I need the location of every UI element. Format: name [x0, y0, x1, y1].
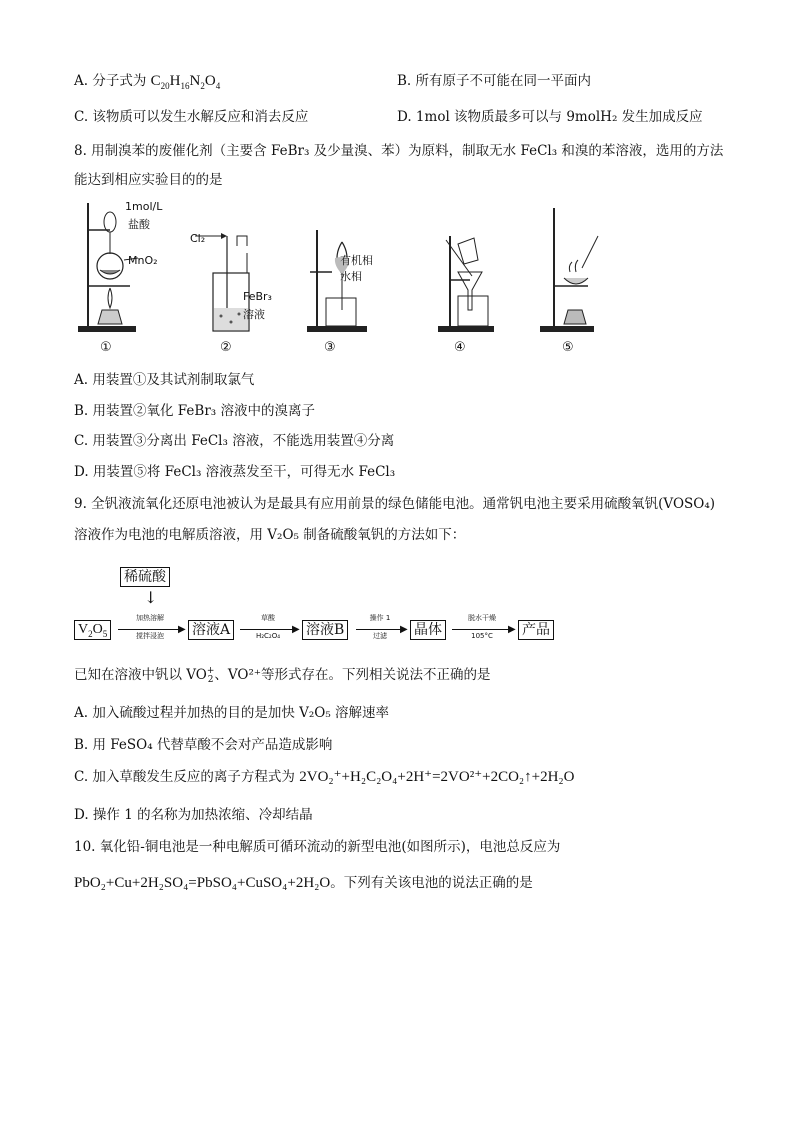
flow-step3-top: 操作 1 — [369, 614, 391, 622]
q8-stem-line1: 8. 用制溴苯的废催化剂（主要含 FeBr₃ 及少量溴、苯）为原料，制取无水 FeCl₃ 和溴的苯溶液，选用的方法 — [74, 143, 724, 159]
apparatus-4-number: ④ — [454, 340, 466, 355]
apparatus-2 — [185, 198, 285, 355]
flow-step2-bottom: H₂C₂O₄ — [255, 632, 281, 640]
apparatus-5-drawing — [532, 198, 612, 338]
q8-stem-line2: 能达到相应实验目的的是 — [74, 172, 223, 188]
flow-arrowhead-1: ▶ — [178, 624, 186, 635]
apparatus-1-label-mno2: MnO₂ — [128, 254, 158, 267]
q9-option-c: C. 加入草酸发生反应的离子方程式为 2VO₂⁺+H₂C₂O₄+2H⁺=2VO²⁺+2CO₂↑+2H₂O — [74, 769, 575, 785]
flow-box-crystal: 晶体 — [410, 620, 446, 640]
q9-option-a: A. 加入硫酸过程并加热的目的是加快 V₂O₅ 溶解速率 — [74, 705, 390, 721]
apparatus-3 — [302, 198, 412, 355]
flow-arrowhead-4: ▶ — [508, 624, 516, 635]
apparatus-4 — [428, 198, 508, 355]
flow-step4-bottom: 105°C — [471, 632, 493, 640]
flow-box-v2o5: $V_2O_5$ — [74, 620, 111, 640]
q7-molecular-formula: $C_{20}H_{16}N_2O_4$ — [150, 73, 221, 91]
apparatus-1 — [70, 198, 180, 355]
q7-option-a: A. 分子式为 $C_{20}H_{16}N_2O_4$ — [74, 73, 221, 91]
flow-arrow-2 — [240, 629, 296, 630]
q8-option-a: A. 用装置①及其试剂制取氯气 — [74, 372, 255, 388]
apparatus-5-number: ⑤ — [562, 340, 574, 355]
q7-option-c: C. 该物质可以发生水解反应和消去反应 — [74, 109, 309, 125]
vo2-ion-notation: + 2 — [206, 665, 215, 685]
flow-step4-top: 脱水干燥 — [468, 614, 496, 622]
q9-ionic-equation: 2VO₂⁺+H₂C₂O₄+2H⁺=2VO²⁺+2CO₂↑+2H₂O — [299, 769, 575, 785]
q9-stem-line2: 溶液作为电池的电解质溶液，用 V₂O₅ 制备硫酸氧钒的方法如下： — [74, 527, 466, 543]
flow-box-solution-a: 溶液A — [188, 620, 234, 640]
apparatus-4-drawing — [428, 198, 508, 338]
flow-arrow-4 — [452, 629, 512, 630]
q7-option-d: D. 1mol 该物质最多可以与 9molH₂ 发生加成反应 — [397, 109, 703, 125]
flow-box-solution-b: 溶液B — [302, 620, 348, 640]
q9-stem-line1: 9. 全钒液流氧化还原电池被认为是最具有应用前景的绿色储能电池。通常钒电池主要采用硫酸氧钒(VOSO₄) — [74, 496, 716, 512]
apparatus-2-label-febr3: FeBr₃ — [243, 290, 272, 303]
apparatus-3-label-aqueous: 水相 — [340, 270, 362, 283]
flow-arrowhead-3: ▶ — [400, 624, 408, 635]
q9-known-line: 已知在溶液中钒以 VO+ 2、VO²⁺等形式存在。下列相关说法不正确的是 — [74, 665, 491, 685]
flow-arrow-1 — [118, 629, 182, 630]
q9-option-d: D. 操作 1 的名称为加热浓缩、冷却结晶 — [74, 807, 313, 823]
flow-arrowhead-2: ▶ — [292, 624, 300, 635]
apparatus-5 — [532, 198, 612, 355]
q9-option-b: B. 用 FeSO₄ 代替草酸不会对产品造成影响 — [74, 737, 333, 753]
flow-down-arrow: ↓ — [144, 588, 158, 607]
flow-box-dilute-sulfuric-acid: 稀硫酸 — [120, 567, 170, 587]
q10-stem-line1: 10. 氧化铅-铜电池是一种电解质可循环流动的新型电池(如图所示)，电池总反应为 — [74, 839, 561, 855]
apparatus-1-number: ① — [100, 340, 112, 355]
flow-step3-bottom: 过滤 — [373, 632, 387, 640]
apparatus-2-number: ② — [220, 340, 232, 355]
apparatus-3-number: ③ — [324, 340, 336, 355]
apparatus-2-drawing — [185, 198, 285, 338]
apparatus-1-drawing — [70, 198, 180, 338]
flow-arrow-3 — [356, 629, 404, 630]
apparatus-2-label-cl2: Cl₂ — [190, 232, 206, 245]
apparatus-2-label-solution: 溶液 — [243, 308, 265, 321]
flow-step1-top: 加热溶解 — [136, 614, 164, 622]
flow-step2-top: 草酸 — [261, 614, 275, 622]
q8-option-c: C. 用装置③分离出 FeCl₃ 溶液，不能选用装置④分离 — [74, 433, 395, 449]
q10-total-reaction: PbO₂+Cu+2H₂SO₄=PbSO₄+CuSO₄+2H₂O — [74, 875, 331, 891]
flow-step1-bottom: 搅拌浸泡 — [136, 632, 164, 640]
q7-option-b: B. 所有原子不可能在同一平面内 — [397, 73, 592, 89]
q8-option-d: D. 用装置⑤将 FeCl₃ 溶液蒸发至干，可得无水 FeCl₃ — [74, 464, 396, 480]
apparatus-1-label-hcl: 盐酸 — [128, 218, 150, 231]
flow-box-product: 产品 — [518, 620, 554, 640]
apparatus-1-label-concentration: 1mol/L — [125, 200, 163, 213]
q10-stem-line2: PbO₂+Cu+2H₂SO₄=PbSO₄+CuSO₄+2H₂O。下列有关该电池的说法正确的是 — [74, 875, 533, 891]
apparatus-3-label-organic: 有机相 — [340, 254, 373, 267]
q8-option-b: B. 用装置②氧化 FeBr₃ 溶液中的溴离子 — [74, 403, 315, 419]
